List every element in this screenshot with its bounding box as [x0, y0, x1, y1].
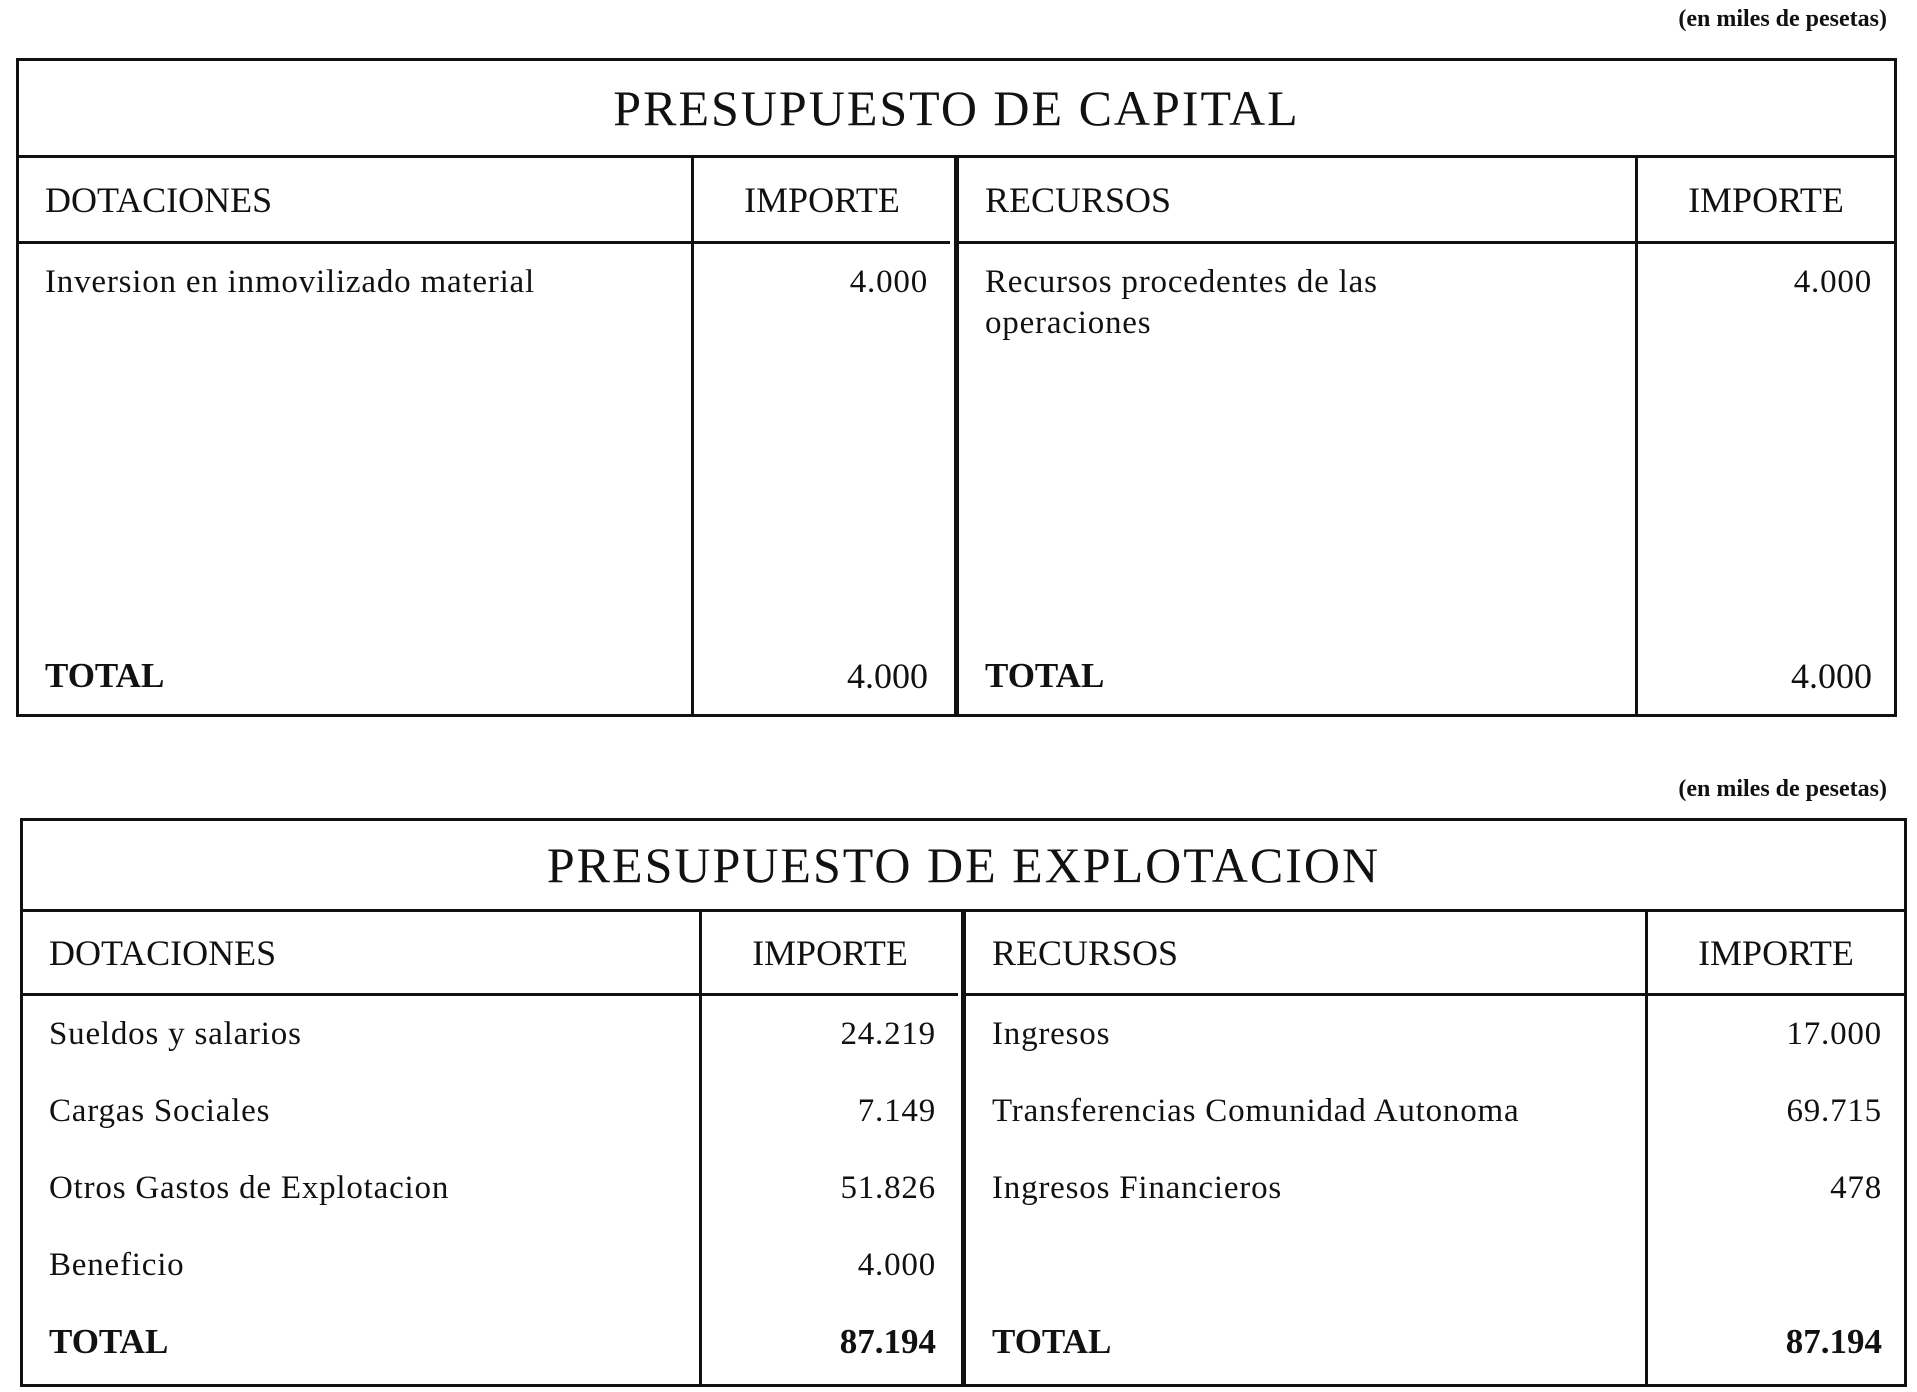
explotacion-dotacion-label: Cargas Sociales — [49, 1092, 271, 1129]
capital-budget-table — [16, 58, 1897, 717]
capital-dotaciones-amount-column — [691, 158, 950, 714]
explotacion-dotaciones-amount-header: IMPORTE — [702, 912, 958, 996]
explotacion-dotacion-amount: 4.000 — [857, 1246, 936, 1283]
explotacion-dotaciones-section — [23, 912, 961, 1384]
explotacion-recurso-label: Transferencias Comunidad Autonoma — [992, 1092, 1520, 1129]
explotacion-budget-grid — [23, 912, 1904, 1384]
capital-dotaciones-total-amount: 4.000 — [847, 656, 928, 696]
explotacion-recursos-section — [961, 912, 1904, 1384]
capital-budget-grid — [19, 158, 1894, 714]
capital-dotacion-amount: 4.000 — [849, 264, 928, 300]
explotacion-recurso-label: Ingresos Financieros — [992, 1169, 1283, 1206]
explotacion-unit-note: (en miles de pesetas) — [1678, 776, 1887, 802]
explotacion-recursos-amount-column — [1645, 912, 1904, 1384]
explotacion-budget-title: PRESUPUESTO DE EXPLOTACION — [23, 821, 1904, 912]
explotacion-dotaciones-total-amount: 87.194 — [839, 1322, 936, 1361]
capital-recursos-section — [954, 158, 1894, 714]
capital-recursos-total-label: TOTAL — [985, 656, 1105, 695]
capital-dotaciones-concept-column — [19, 158, 691, 714]
capital-dotaciones-total-label: TOTAL — [45, 656, 165, 695]
capital-dotaciones-section — [19, 158, 954, 714]
capital-dotaciones-amount-header: IMPORTE — [694, 158, 950, 244]
capital-recursos-concept-column — [959, 158, 1635, 714]
capital-dotaciones-header: DOTACIONES — [19, 158, 691, 244]
explotacion-dotacion-amount: 51.826 — [840, 1169, 936, 1206]
capital-recursos-header: RECURSOS — [959, 158, 1635, 244]
capital-recursos-amount-header: IMPORTE — [1638, 158, 1894, 244]
explotacion-budget-table — [20, 818, 1907, 1387]
explotacion-recursos-amount-header: IMPORTE — [1648, 912, 1904, 996]
explotacion-recursos-header: RECURSOS — [966, 912, 1645, 996]
explotacion-dotaciones-total-label: TOTAL — [49, 1322, 169, 1361]
explotacion-recursos-total-amount: 87.194 — [1785, 1322, 1882, 1361]
capital-budget-title: PRESUPUESTO DE CAPITAL — [19, 61, 1894, 158]
explotacion-dotacion-label: Beneficio — [49, 1246, 185, 1283]
explotacion-dotaciones-header: DOTACIONES — [23, 912, 699, 996]
explotacion-dotacion-amount: 7.149 — [857, 1092, 936, 1129]
explotacion-recurso-amount: 69.715 — [1786, 1092, 1882, 1129]
capital-unit-note: (en miles de pesetas) — [1678, 6, 1887, 32]
capital-recurso-label: Recursos procedentes de las operaciones — [985, 264, 1378, 342]
capital-dotacion-label: Inversion en inmovilizado material — [45, 264, 535, 300]
explotacion-dotaciones-concept-column — [23, 912, 699, 1384]
explotacion-dotacion-label: Sueldos y salarios — [49, 1015, 302, 1052]
explotacion-dotaciones-amount-column — [699, 912, 958, 1384]
explotacion-dotacion-amount: 24.219 — [840, 1015, 936, 1052]
capital-recurso-amount: 4.000 — [1793, 264, 1872, 300]
explotacion-recursos-concept-column — [966, 912, 1645, 1384]
explotacion-recursos-total-label: TOTAL — [992, 1322, 1112, 1361]
explotacion-recurso-label: Ingresos — [992, 1015, 1111, 1052]
explotacion-dotacion-label: Otros Gastos de Explotacion — [49, 1169, 450, 1206]
capital-recursos-total-amount: 4.000 — [1791, 656, 1872, 696]
explotacion-recurso-amount: 478 — [1830, 1169, 1882, 1206]
capital-recursos-amount-column — [1635, 158, 1894, 714]
explotacion-recurso-amount: 17.000 — [1786, 1015, 1882, 1052]
